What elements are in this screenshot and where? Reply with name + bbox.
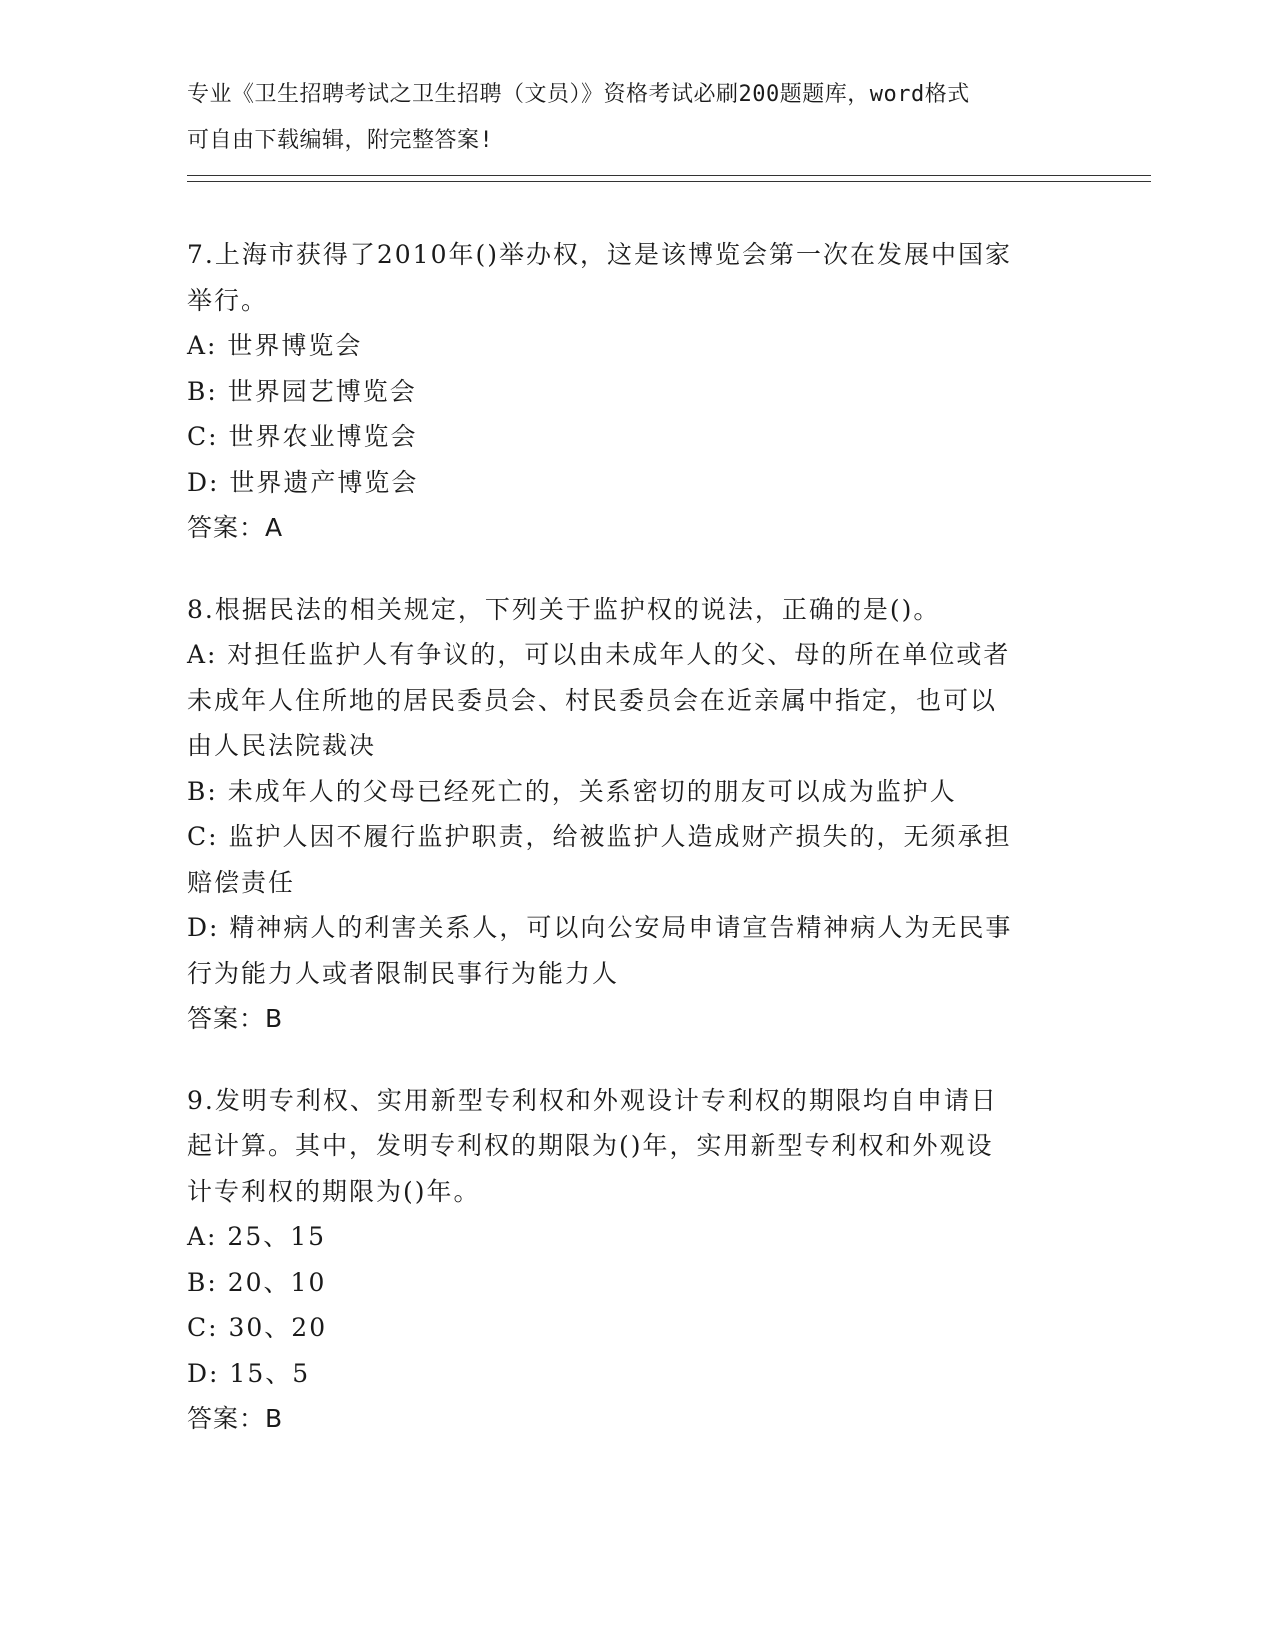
header-divider-top: [187, 175, 1151, 176]
option-b: [187, 1260, 1087, 1306]
stem-line: 7.上海市获得了2010年()举办权，这是该博览会第一次在发展中国家: [187, 240, 1012, 269]
header-line-2: 可自由下载编辑，附完整答案!: [187, 127, 494, 153]
stem-line: 计专利权的期限为()年。: [187, 1176, 481, 1206]
answer-label: 答案：A: [187, 513, 284, 542]
header-divider-bottom: [187, 181, 1151, 182]
option-b: [187, 769, 1087, 815]
option-line: C: 30、20: [187, 1313, 328, 1342]
stem-line: 举行。: [187, 285, 269, 315]
option-line: A: 25、15: [187, 1222, 327, 1251]
answer-label: 答案：B: [187, 1404, 284, 1433]
stem-line: 9.发明专利权、实用新型专利权和外观设计专利权的期限均自申请日: [187, 1085, 998, 1115]
question-stem: [187, 587, 1087, 633]
option-d: [187, 905, 1087, 996]
option-line: A: 对担任监护人有争议的，可以由未成年人的父、母的所在单位或者: [187, 640, 1011, 669]
stem-line: 8.根据民法的相关规定，下列关于监护权的说法，正确的是()。: [187, 594, 941, 624]
option-c: [187, 814, 1087, 905]
option-line: 未成年人住所地的居民委员会、村民委员会在近亲属中指定，也可以: [187, 685, 998, 715]
option-d: [187, 460, 1087, 506]
header-line-1: 专业《卫生招聘考试之卫生招聘（文员）》资格考试必刷200题题库，word格式: [187, 82, 970, 107]
document-header: [187, 72, 1087, 163]
option-line: B: 世界园艺博览会: [187, 376, 417, 406]
question-7: [187, 232, 1087, 551]
option-line: 赔偿责任: [187, 867, 296, 897]
option-a: [187, 323, 1087, 369]
option-c: [187, 1305, 1087, 1351]
question-8: [187, 587, 1087, 1042]
option-line: C: 世界农业博览会: [187, 422, 418, 451]
question-9: [187, 1078, 1087, 1442]
option-line: B: 未成年人的父母已经死亡的，关系密切的朋友可以成为监护人: [187, 776, 957, 806]
option-a: [187, 1214, 1087, 1260]
answer-label: 答案：B: [187, 1004, 284, 1033]
stem-line: 起计算。其中，发明专利权的期限为()年，实用新型专利权和外观设: [187, 1131, 994, 1160]
option-line: 由人民法院裁决: [187, 731, 377, 760]
option-line: A: 世界博览会: [187, 331, 363, 360]
option-line: D: 世界遗产博览会: [187, 467, 419, 497]
option-line: B: 20、10: [187, 1267, 327, 1297]
question-list: [187, 232, 1087, 1478]
option-a: [187, 632, 1087, 769]
question-stem: [187, 1078, 1087, 1215]
option-d: [187, 1351, 1087, 1397]
question-stem: [187, 232, 1087, 323]
option-line: C: 监护人因不履行监护职责，给被监护人造成财产损失的，无须承担: [187, 822, 1012, 851]
option-line: D: 精神病人的利害关系人，可以向公安局申请宣告精神病人为无民事: [187, 913, 1013, 942]
option-b: [187, 369, 1087, 415]
option-c: [187, 414, 1087, 460]
option-line: 行为能力人或者限制民事行为能力人: [187, 958, 620, 988]
option-line: D: 15、5: [187, 1358, 311, 1388]
